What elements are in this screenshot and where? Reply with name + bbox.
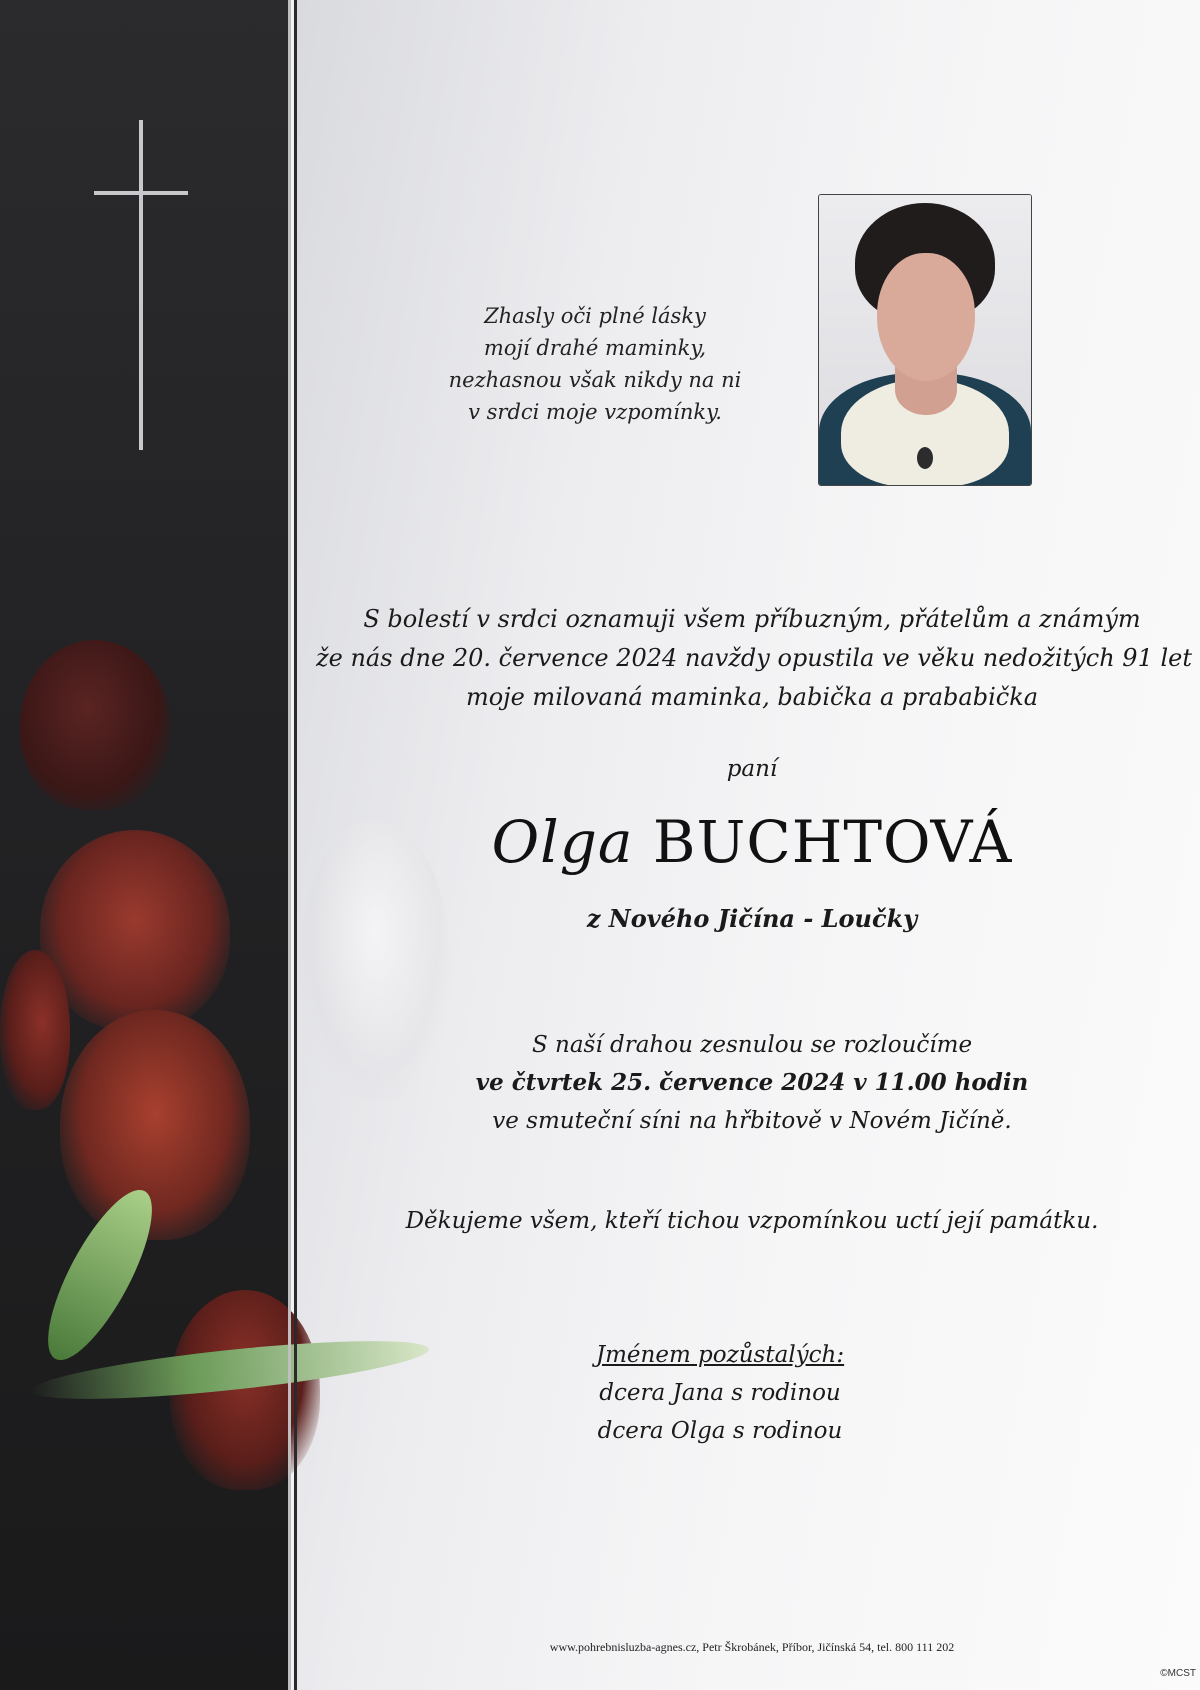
- band-divider-line: [288, 0, 291, 1690]
- survivor-item: dcera Jana s rodinou: [599, 1380, 841, 1406]
- announcement-line: že nás dne 20. července 2024 navždy opustila ve věku nedožitých 91 let: [316, 644, 1192, 672]
- poem-line: Zhasly oči plné lásky: [484, 304, 706, 328]
- tulip-decoration: [20, 640, 170, 810]
- poem-line: mojí drahé maminky,: [483, 336, 707, 360]
- thanks-line: Děkujeme všem, kteří tichou vzpomínkou uctí její památku.: [405, 1208, 1099, 1234]
- copyright-mark: ©MCST: [1160, 1668, 1196, 1679]
- honorific: paní: [726, 756, 778, 782]
- farewell-line: S naší drahou zesnulou se rozloučíme: [531, 1032, 973, 1058]
- dark-side-band: [0, 0, 288, 1690]
- poem-line: v srdci moje vzpomínky.: [468, 400, 722, 424]
- portrait-photo: [818, 194, 1032, 486]
- tulip-decoration: [40, 830, 230, 1030]
- announcement-line: moje milovaná maminka, babička a prababička: [465, 683, 1039, 711]
- farewell-datetime: ve čtvrtek 25. července 2024 v 11.00 hodin: [475, 1069, 1029, 1096]
- survivors-block: [480, 1336, 960, 1450]
- band-divider-line: [294, 0, 297, 1690]
- survivors-heading: Jménem pozůstalých:: [595, 1342, 845, 1368]
- survivor-item: dcera Olga s rodinou: [597, 1418, 843, 1444]
- cross-icon: [139, 120, 143, 450]
- last-name: BUCHTOVÁ: [652, 808, 1013, 876]
- deceased-name: [316, 808, 1188, 876]
- first-name: Olga: [491, 808, 634, 876]
- cross-icon-bar: [94, 191, 188, 195]
- farewell-place: ve smuteční síni na hřbitově v Novém Jičíně.: [492, 1108, 1012, 1134]
- memorial-poem: [420, 300, 770, 428]
- tulip-decoration: [60, 1010, 250, 1240]
- funeral-service-footer: www.pohrebnisluzba-agnes.cz, Petr Škrobánek, Příbor, Jičínská 54, tel. 800 111 202: [549, 1640, 955, 1654]
- deceased-origin: z Nového Jičína - Loučky: [586, 904, 918, 933]
- farewell-info: [316, 1026, 1188, 1140]
- announcement-line: S bolestí v srdci oznamuji všem příbuzným, přátelům a známým: [363, 605, 1141, 633]
- death-announcement: [316, 600, 1192, 717]
- poem-line: nezhasnou však nikdy na ni: [448, 368, 742, 392]
- tulip-decoration: [0, 950, 70, 1110]
